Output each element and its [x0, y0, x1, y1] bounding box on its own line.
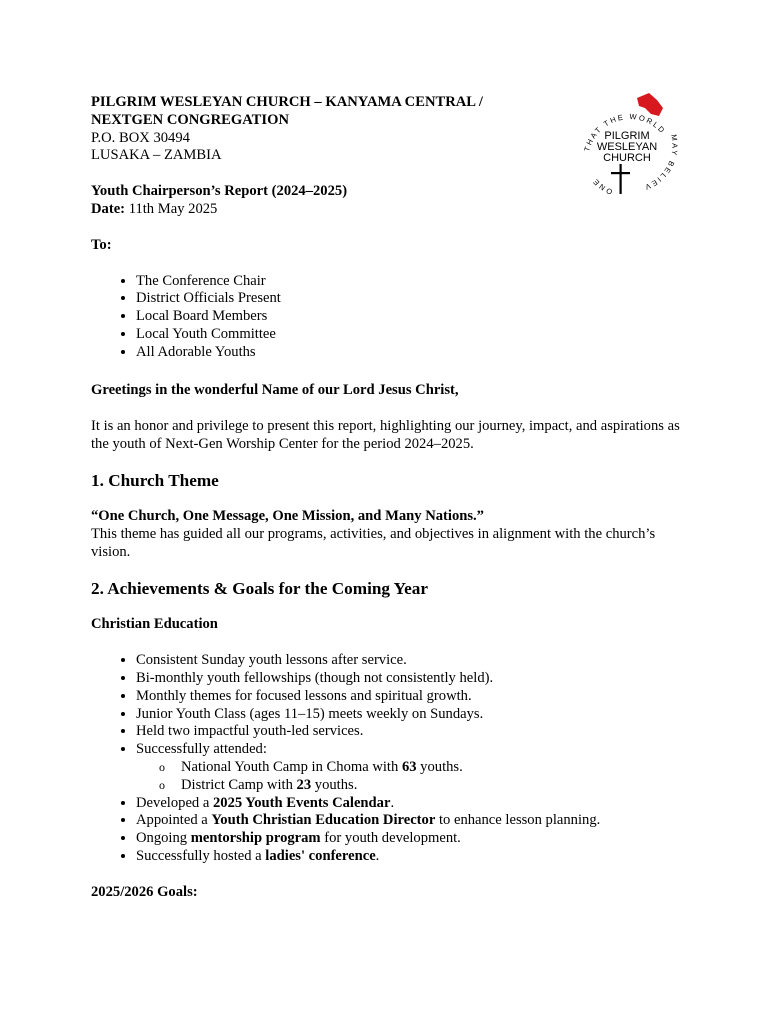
- logo-line3: CHURCH: [603, 152, 651, 164]
- logo-line2: WESLEYAN: [596, 141, 658, 153]
- list-item: • Appointed a Youth Christian Education Director to enhance lesson planning.: [136, 812, 691, 830]
- report-title: Youth Chairperson’s Report (2024–2025): [91, 183, 348, 200]
- po-box: P.O. BOX 30494: [91, 129, 190, 146]
- list-item: • Successfully hosted a ladies' conference.: [136, 848, 691, 866]
- city: LUSAKA – ZAMBIA: [91, 147, 222, 164]
- list-item: • Developed a 2025 Youth Events Calendar.: [136, 795, 691, 813]
- list-item: • The Conference Chair: [136, 273, 691, 291]
- list-item: • District Officials Present: [136, 290, 691, 308]
- org-name-line2: NEXTGEN CONGREGATION: [91, 111, 289, 128]
- list-item: • Junior Youth Class (ages 11–15) meets weekly on Sundays.: [136, 706, 691, 724]
- list-item: • Bi-monthly youth fellowships (though not consistently held).: [136, 670, 691, 688]
- date-label: Date:: [91, 200, 126, 217]
- logo-ring-top-text: THAT THE WORLD: [582, 111, 668, 153]
- goals-heading: 2025/2026 Goals:: [91, 883, 198, 900]
- logo-ring-right-text: MAY BELIEV: [642, 133, 680, 193]
- list-item: • Local Board Members: [136, 308, 691, 326]
- list-item: • Held two impactful youth-led services.: [136, 723, 691, 741]
- logo-ring-left-text: ONE: [589, 175, 614, 197]
- sub-list: [136, 759, 691, 795]
- sub-list-item: o National Youth Camp in Choma with 63 youths.: [181, 759, 691, 777]
- list-item: • All Adorable Youths: [136, 344, 691, 362]
- to-label: To:: [91, 236, 112, 253]
- theme-text: This theme has guided all our programs, activities, and objectives in alignment with the church’s vision.: [91, 525, 656, 560]
- date-value: 11th May 2025: [125, 200, 218, 217]
- section-heading-church-theme: 1. Church Theme: [91, 470, 219, 490]
- report-date: [91, 201, 691, 219]
- list-item-text: Successfully attended:: [136, 741, 267, 758]
- list-item: • Local Youth Committee: [136, 326, 691, 344]
- sub-list-item: o District Camp with 23 youths.: [181, 777, 691, 795]
- logo-line1: PILGRIM: [604, 130, 650, 142]
- achievement-list: [91, 652, 691, 866]
- list-item: [136, 741, 691, 794]
- org-name-line1: PILGRIM WESLEYAN CHURCH – KANYAMA CENTRAL /: [91, 94, 483, 110]
- section-heading-achievements: 2. Achievements & Goals for the Coming Year: [91, 579, 429, 599]
- greeting: Greetings in the wonderful Name of our Lord Jesus Christ,: [91, 381, 459, 398]
- list-item: • Monthly themes for focused lessons and spiritual growth.: [136, 688, 691, 706]
- recipient-list: [91, 273, 691, 362]
- list-item: • Consistent Sunday youth lessons after service.: [136, 652, 691, 670]
- subheading-christian-education: Christian Education: [91, 616, 218, 633]
- list-item: • Ongoing mentorship program for youth development.: [136, 830, 691, 848]
- intro-paragraph: It is an honor and privilege to present this report, highlighting our journey, impact, and aspirations as the youth of Next-Gen Worship Center for the period 2024–2025.: [91, 418, 680, 453]
- theme-quote: “One Church, One Message, One Mission, and Many Nations.”: [91, 507, 484, 524]
- document-body: [91, 94, 691, 902]
